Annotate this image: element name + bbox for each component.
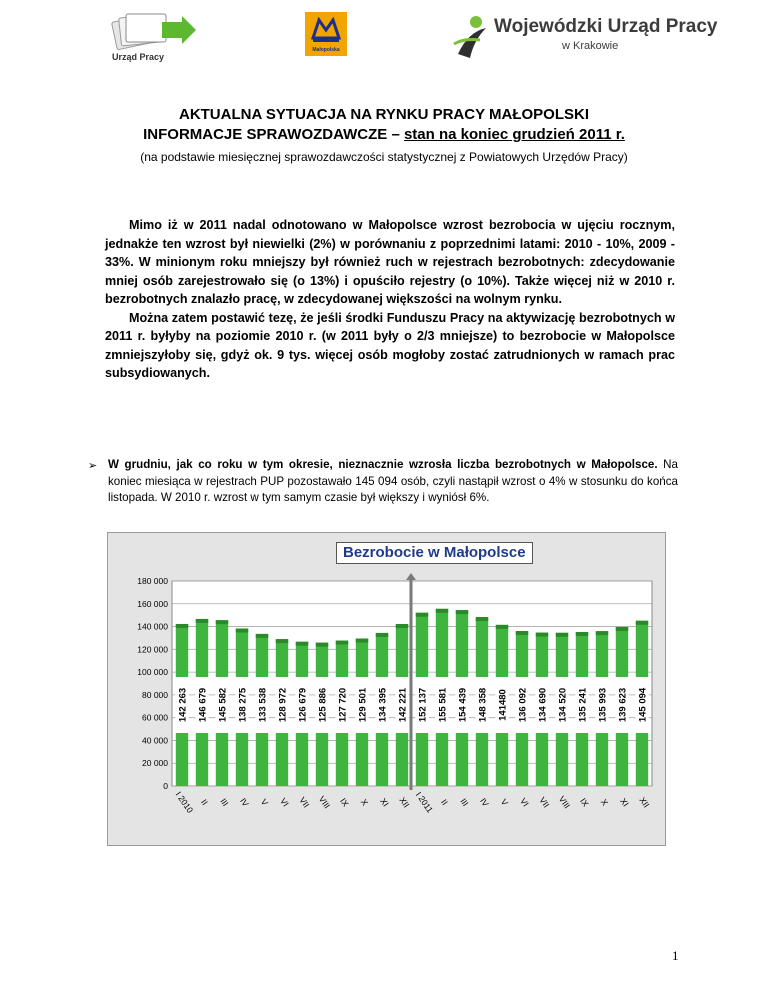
malopolska-logo-text: Małopolska [312,47,340,53]
x-tick-label: III [218,796,231,809]
data-label: 136 092 [517,687,529,723]
y-tick-label: 0 [163,781,168,791]
data-label: 129 501 [357,687,369,723]
bar-cap [216,620,228,624]
x-tick-label: V [498,797,511,808]
bar-cap [336,641,348,645]
arrow-bullet-icon: ➢ [88,460,98,472]
x-tick-label: IV [238,796,251,809]
chart-title: Bezrobocie w Małopolsce [336,542,533,564]
bar-cap [616,627,628,631]
data-label: 146 679 [197,687,209,723]
source-note: (na podstawie miesięcznej sprawozdawczości statystycznej z Powiatowych Urzędów Pracy) [140,150,628,164]
bar-cap [456,610,468,614]
data-label: 128 972 [277,687,289,723]
urzad-pracy-logo [110,10,198,68]
x-tick-label: VIII [316,794,333,811]
bullet-item [88,457,678,507]
subtitle-date: stan na koniec grudzień 2011 r. [403,126,625,143]
data-label: 142 221 [397,687,409,723]
y-tick-label: 80 000 [142,689,168,700]
data-label: 154 439 [457,687,469,723]
bar-cap [176,624,188,628]
y-tick-label: 140 000 [137,621,168,632]
data-label: 139 623 [617,687,629,723]
bullet-bold-text: W grudniu, jak co roku w tym okresie, nieznacznie wzrosła liczba bezrobotnych w Małopolsce. [108,458,658,471]
bar-cap [296,642,308,646]
bar-cap [536,633,548,637]
bar-cap [516,631,528,635]
y-tick-label: 160 000 [137,598,168,609]
data-label: 152 137 [417,687,429,723]
year-separator-arrow [406,573,416,580]
data-label: 145 582 [217,687,229,723]
x-tick-label: III [458,796,471,809]
data-label: 134 690 [537,687,549,723]
data-label: 155 581 [437,687,449,723]
data-label: 134 520 [557,687,569,723]
bar-cap [436,609,448,613]
data-label: 133 538 [257,687,269,723]
y-tick-label: 100 000 [137,667,168,678]
bar-cap [576,632,588,636]
bar-cap [196,619,208,623]
bar-cap [416,613,428,617]
wup-logo-subtitle: w Krakowie [562,40,619,52]
y-tick-label: 120 000 [137,644,168,655]
bar-cap [556,633,568,637]
x-tick-label: II [199,797,210,808]
bar-cap [376,633,388,637]
data-label: 125 886 [317,687,329,723]
data-label: 134 395 [377,687,389,723]
y-tick-label: 40 000 [142,735,168,746]
x-tick-label: VIII [556,794,573,811]
bar-cap [316,643,328,647]
urzad-pracy-logo-text: Urząd Pracy [112,52,165,62]
chart-canvas [108,533,665,845]
document-subtitle-line [0,126,768,143]
x-tick-label: XII [637,795,652,810]
page-number: 1 [672,948,679,963]
x-tick-label: IV [478,796,491,809]
bar-cap [276,639,288,643]
document-title: AKTUALNA SYTUACJA NA RYNKU PRACY MAŁOPOLSKI [178,106,589,123]
data-label: 141480 [497,689,509,721]
bullet-text: Na koniec miesiąca w rejestrach PUP pozostawało 145 094 osób, czyli nastąpił wzrost o 4% w stosunku do końca listopada. W 2010 r. wzrost w tym samym czasie był większy i wyniósł 6%. [108,458,678,504]
x-tick-label: VI [278,796,291,809]
x-tick-label: XI [378,796,391,809]
x-tick-label: XII [397,795,412,810]
data-label: 142 263 [177,687,189,723]
x-tick-label: XI [618,796,631,809]
data-label: 138 275 [237,687,249,723]
x-tick-label: I 2011 [413,789,436,815]
malopolska-logo [305,12,347,56]
bar-cap [256,634,268,638]
x-tick-label: I 2010 [173,789,196,815]
data-label: 126 679 [297,687,309,723]
y-tick-label: 20 000 [142,758,168,769]
x-tick-label: IX [338,796,351,809]
wup-logo [452,14,718,64]
x-tick-label: IX [578,796,591,809]
data-label: 148 358 [477,687,489,723]
x-tick-label: X [358,797,371,808]
paragraph-1: Mimo iż w 2011 nadal odnotowano w Małopolsce wzrost bezrobocia w ujęciu rocznym, jednakże ten wzrost był niewielki (2%) w porównaniu z poprzednimi latami: 2010 - 10%, 2009 - 33%. W minionym roku mniejszy był również ruch w rejestrach bezrobotnych: zdecydowanie mniej osób zarejestrowało się (o 13%) i opuściło rejestry (o 10%). Także więcej niż w 2010 r. bezrobotnych znalazło pracę, w zdecydowanej większości na wolnym rynku. [105,218,675,306]
data-label: 135 241 [577,687,589,723]
bar-cap [236,629,248,633]
x-tick-label: VII [297,795,312,810]
data-label: 145 094 [637,687,649,723]
x-tick-label: II [439,797,450,808]
x-tick-label: VII [537,795,552,810]
bar-cap [636,621,648,625]
x-tick-label: VI [518,796,531,809]
paragraph-2: Można zatem postawić tezę, że jeśli środki Funduszu Pracy na aktywizację bezrobotnych w 2011 r. byłyby na poziomie 2010 r. (w 2011 były o 2/3 mniejsze) to bezrobocie w Małopolsce zmniejszyłoby się, gdyż ok. 9 tys. więcej osób mogłoby zostać zatrudnionych w ramach prac subsydiowanych. [105,310,675,380]
summary-text [105,216,675,383]
y-tick-label: 180 000 [137,576,168,586]
data-label: 135 993 [597,687,609,723]
bar-cap [356,639,368,643]
wup-logo-title: Wojewódzki Urząd Pracy [494,16,718,37]
x-tick-label: V [258,797,271,808]
unemployment-chart [107,532,666,846]
data-label: 127 720 [337,687,349,723]
x-tick-label: X [598,797,611,808]
bar-cap [596,631,608,635]
bar-cap [476,617,488,621]
bar-cap [496,625,508,629]
subtitle-prefix: INFORMACJE SPRAWOZDAWCZE – [143,126,404,143]
bar-cap [396,624,408,628]
y-tick-label: 60 000 [142,712,168,723]
